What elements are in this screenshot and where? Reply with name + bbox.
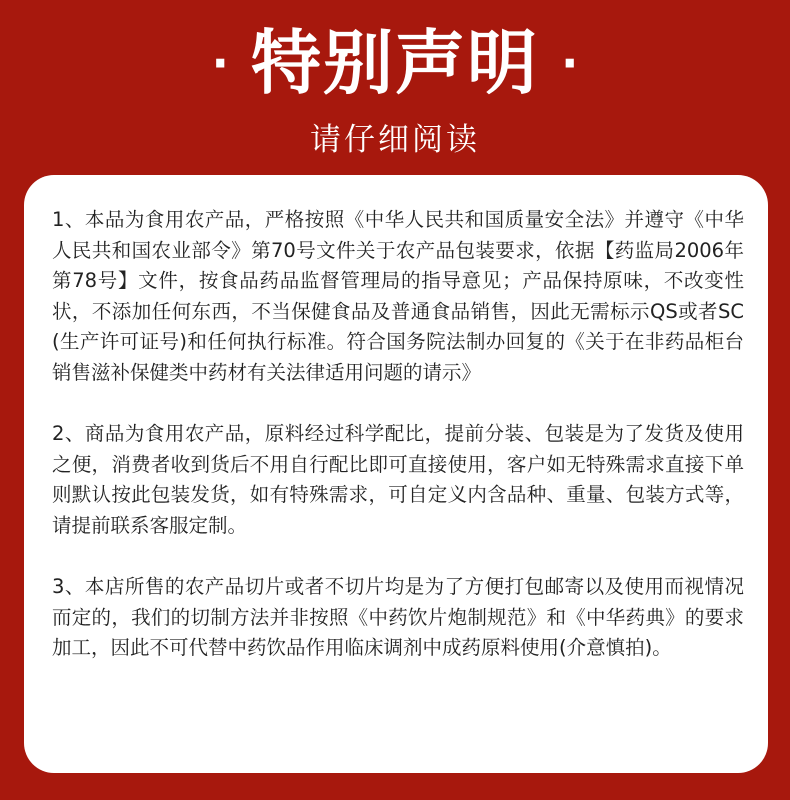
title-row bbox=[0, 18, 790, 108]
page-subtitle: 请仔细阅读 bbox=[310, 122, 480, 158]
notice-card bbox=[24, 175, 768, 773]
title-dot-left: · bbox=[211, 36, 229, 90]
notice-paragraph-2: 2、商品为食用农产品，原料经过科学配比，提前分装、包装是为了发货及使用之便，消费者收到货后不用自行配比即可直接使用，客户如无特殊需求直接下单则默认按此包装发货，如有特殊需求，可自定义内含品种、重量、包装方式等，请提前联系客服定制。 bbox=[52, 422, 744, 537]
title-dot-right: · bbox=[561, 36, 579, 90]
notice-paragraph-1: 1、本品为食用农产品，严格按照《中华人民共和国质量安全法》并遵守《中华人民共和国农业部令》第70号文件关于农产品包装要求，依据【药监局2006年第78号】文件，按食品药品监督管理局的指导意见；产品保持原味，不改变性状，不添加任何东西，不当保健食品及普通食品销售，因此无需标示QS或者SC (生产许可证号)和任何执行标准。符合国务院法制办回复的《关于在非药品柜台销售滋补保健类中药材有关法律适用问题的请示》 bbox=[52, 208, 744, 384]
header bbox=[0, 0, 790, 175]
page-title: 特别声明 bbox=[251, 22, 539, 104]
notice-paragraph-3: 3、本店所售的农产品切片或者不切片均是为了方便打包邮寄以及使用而视情况而定的，我们的切制方法并非按照《中药饮片炮制规范》和《中华药典》的要求加工，因此不可代替中药饮品作用临床调剂中成药原料使用(介意慎拍)。 bbox=[52, 575, 744, 659]
